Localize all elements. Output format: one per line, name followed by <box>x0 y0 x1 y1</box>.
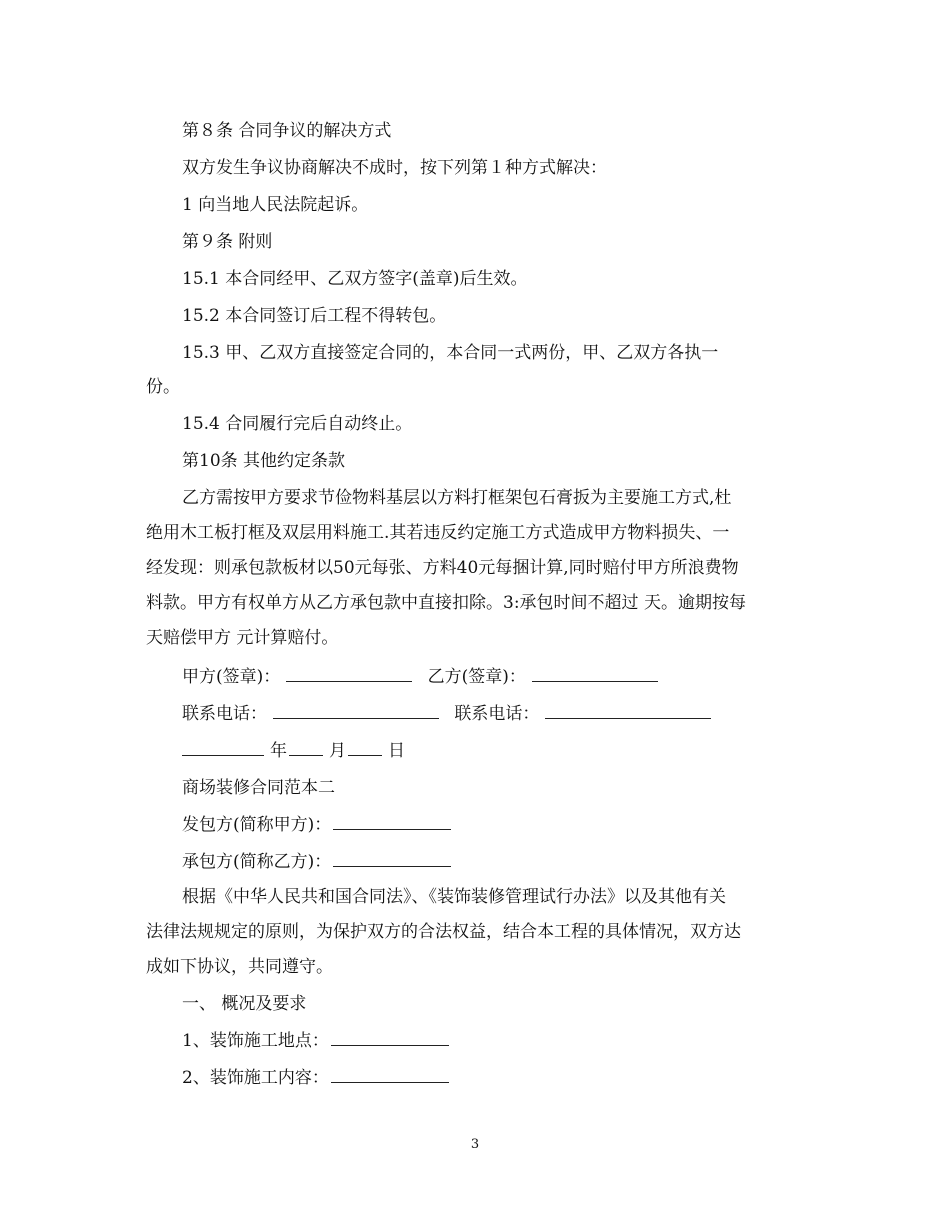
clause-15-2: 15.2 本合同签订后工程不得转包。 <box>182 306 447 326</box>
party-a-blank[interactable] <box>333 814 451 830</box>
party-a-signature-label: 甲方(签章)： <box>182 667 281 687</box>
article-10-line-5: 天赔偿甲方 元计算赔付。 <box>146 628 339 648</box>
item-2-row <box>182 1067 455 1089</box>
party-a-phone-blank[interactable] <box>273 703 439 719</box>
party-a-label: 发包方(简称甲方)： <box>182 815 332 835</box>
signature-row <box>182 666 664 688</box>
article-10-line-4: 料款。甲方有权单方从乙方承包款中直接扣除。3:承包时间不超过 天。逾期按每 <box>146 593 746 613</box>
month-label: 月 <box>329 741 346 761</box>
intro-line-1: 根据《中华人民共和国合同法》、《装饰装修管理试行办法》以及其他有关 <box>182 887 726 907</box>
clause-15-1: 15.1 本合同经甲、乙双方签字(盖章)后生效。 <box>182 269 528 289</box>
day-blank[interactable] <box>348 740 382 756</box>
phone-row <box>182 703 717 725</box>
party-b-label: 承包方(简称乙方)： <box>182 852 332 872</box>
date-row <box>182 740 405 762</box>
party-b-blank[interactable] <box>333 851 451 867</box>
clause-15-3-line-2: 份。 <box>146 377 180 397</box>
day-label: 日 <box>388 741 405 761</box>
article-10-title: 第10条 其他约定条款 <box>182 451 346 471</box>
party-a-phone-label: 联系电话： <box>182 704 267 724</box>
party-b-row <box>182 851 457 873</box>
page-number: 3 <box>470 1137 480 1152</box>
article-8-body: 双方发生争议协商解决不成时，按下列第１种方式解决： <box>182 158 607 178</box>
article-10-line-1: 乙方需按甲方要求节俭物料基层以方料打框架包石膏扳为主要施工方式,杜 <box>182 488 732 508</box>
article-8-item-1: 1 向当地人民法院起诉。 <box>182 195 369 215</box>
article-9-title: 第９条 附则 <box>182 232 273 252</box>
year-label: 年 <box>270 741 287 761</box>
article-10-line-3: 经发现：则承包款板材以50元每张、方料40元每捆计算,同时赔付甲方所浪费物 <box>146 558 739 578</box>
item-1-blank[interactable] <box>331 1030 449 1046</box>
clause-15-4: 15.4 合同履行完后自动终止。 <box>182 414 413 434</box>
item-2-label: 2、装饰施工内容： <box>182 1068 329 1088</box>
item-1-row <box>182 1030 455 1052</box>
party-b-phone-blank[interactable] <box>545 703 711 719</box>
sample-2-title: 商场装修合同范本二 <box>182 778 335 798</box>
intro-line-3: 成如下协议，共同遵守。 <box>146 957 333 977</box>
intro-line-2: 法律法规规定的原则，为保护双方的合法权益，结合本工程的具体情况，双方达 <box>146 922 741 942</box>
party-b-signature-blank[interactable] <box>532 666 658 682</box>
party-b-phone-label: 联系电话： <box>454 704 540 724</box>
month-blank[interactable] <box>289 740 323 756</box>
item-2-blank[interactable] <box>331 1067 449 1083</box>
year-blank[interactable] <box>182 740 264 756</box>
article-8-title: 第８条 合同争议的解决方式 <box>182 121 392 141</box>
section-1-title: 一、 概况及要求 <box>182 994 307 1014</box>
item-1-label: 1、装饰施工地点： <box>182 1031 329 1051</box>
party-a-row <box>182 814 457 836</box>
article-10-line-2: 绝用木工板打框及双层用料施工.其若违反约定施工方式造成甲方物料损失、一 <box>146 523 730 543</box>
clause-15-3-line-1: 15.3 甲、乙双方直接签定合同的，本合同一式两份，甲、乙双方各执一 <box>182 343 719 363</box>
party-b-signature-label: 乙方(签章)： <box>427 667 526 687</box>
party-a-signature-blank[interactable] <box>286 666 412 682</box>
